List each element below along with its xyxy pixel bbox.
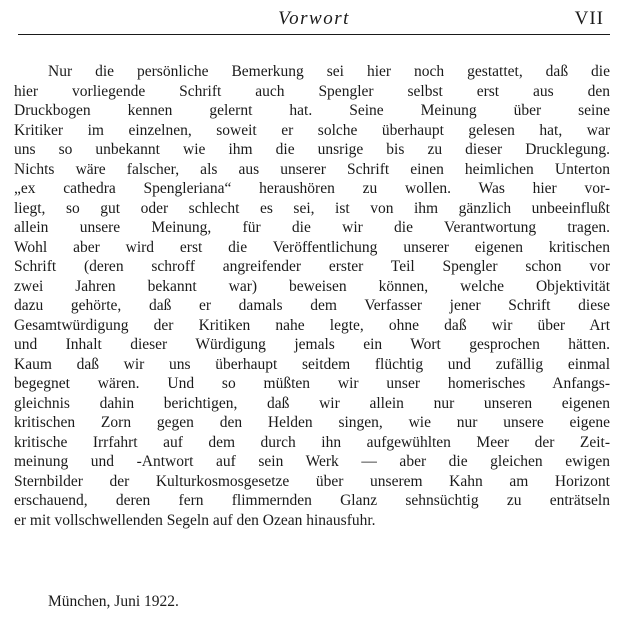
text-line: begegnet wären. Und so müßten wir unser homerisches Anfangs- xyxy=(14,375,610,392)
running-head xyxy=(18,4,610,34)
text-line: erschauend, deren fern flimmernden Glanz sehnsüchtig zu enträtseln xyxy=(14,492,610,509)
text-line: dazu gehörte, daß er damals dem Verfasser jener Schrift diese xyxy=(14,297,610,314)
text-line: kritischen Zorn gegen den Helden singen, wie nur unsere eigene xyxy=(14,414,610,431)
foreword-paragraph xyxy=(14,62,619,530)
header-rule xyxy=(18,34,610,35)
text-line: meinung und -Antwort auf sein Werk — aber die gleichen ewigen xyxy=(14,453,610,470)
text-line: Wohl aber wird erst die Veröffentlichung unserer eigenen kritischen xyxy=(14,238,610,256)
place-date-signature: München, Juni 1922. xyxy=(48,593,179,610)
text-line: zwei Jahren bekannt war) beweisen können, welche Objektivität xyxy=(14,277,610,295)
text-line: Kritiker im einzelnen, soweit er solche überhaupt gelesen hat, war xyxy=(14,121,610,139)
text-line: uns so unbekannt wie ihm die unsrige bis zu dieser Drucklegung. xyxy=(14,141,610,158)
text-line: kritische Irrfahrt auf dem durch ihn aufgewühlten Meer der Zeit- xyxy=(14,433,610,451)
text-line: allein unsere Meinung, für die wir die Verantwortung tragen. xyxy=(14,219,610,236)
text-line: liegt, so gut oder schlecht es sei, ist von ihm gänzlich unbeeinflußt xyxy=(14,199,610,217)
text-line: „ex cathedra Spengleriana“ heraushören zu wollen. Was hier vor- xyxy=(14,180,610,197)
text-line: Nichts wäre falscher, als aus unserer Schrift einen heimlichen Unterton xyxy=(14,160,610,178)
text-line: hier vorliegende Schrift auch Spengler selbst erst aus den xyxy=(14,82,610,100)
text-line: Schrift (deren schroff angreifender erster Teil Spengler schon vor xyxy=(14,258,610,275)
text-line: Gesamtwürdigung der Kritiken nahe legte, ohne daß wir über Art xyxy=(14,316,610,334)
text-line: und Inhalt dieser Würdigung jemals ein Wort gesprochen hätten. xyxy=(14,336,610,353)
text-line: er mit vollschwellenden Segeln auf den Ozean hinausfuhr. xyxy=(14,511,376,529)
text-line: Druckbogen kennen gelernt hat. Seine Meinung über seine xyxy=(14,102,610,119)
text-line: gleichnis dahin berichtigen, daß wir allein nur unseren eigenen xyxy=(14,394,610,412)
text-line: Nur die persönliche Bemerkung sei hier noch gestattet, daß die xyxy=(48,63,610,80)
text-line: Kaum daß wir uns überhaupt seitdem flüchtig und zufällig einmal xyxy=(14,355,610,373)
text-line: Sternbilder der Kulturkosmosgesetze über unserem Kahn am Horizont xyxy=(14,472,610,490)
page-number: VII xyxy=(574,8,604,29)
running-title: Vorwort xyxy=(278,8,350,29)
